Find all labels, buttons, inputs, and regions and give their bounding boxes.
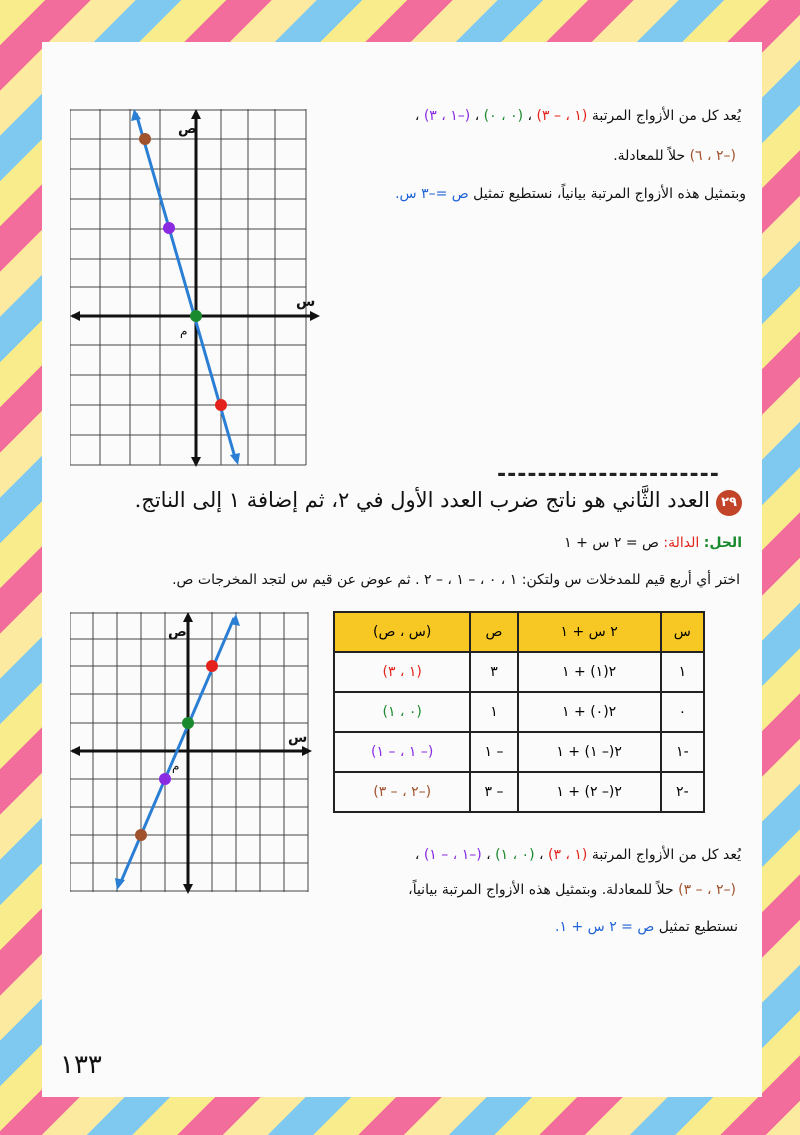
- point-purple: [159, 773, 171, 785]
- table-header-row: [334, 612, 704, 652]
- top-line-1: يُعد كل من الأزواج المرتبة (١ ، – ٣) ، (٠ ، ٠) ، (–١ ، ٣) ،: [414, 108, 741, 124]
- solution-line: [564, 533, 742, 553]
- top-line1-text: يُعد كل من الأزواج المرتبة: [591, 108, 741, 124]
- cell-pair: (– ١ ، – ١): [334, 732, 470, 772]
- top-line-2: [613, 146, 736, 166]
- bottom-line-1: يُعد كل من الأزواج المرتبة (١ ، ٣) ، (٠ ، ١) ، (–١ ، – ١) ،: [414, 847, 741, 863]
- cell-pair: (٠ ، ١): [334, 692, 470, 732]
- x-axis-label: س: [296, 294, 316, 310]
- graph-top: [70, 109, 322, 467]
- cell-x: -٢: [661, 772, 704, 812]
- question-number-badge: ٢٩: [716, 490, 742, 516]
- graph-bottom: [70, 612, 312, 894]
- point-red: [206, 660, 218, 672]
- cell-expression: ٢(٠) + ١: [518, 692, 661, 732]
- point-red: [215, 399, 227, 411]
- cell-y: – ٣: [470, 772, 517, 812]
- bottom-line3-text: نستطيع تمثيل: [658, 919, 738, 935]
- top-line-3: [395, 184, 746, 204]
- x-axis-label: س: [288, 730, 308, 746]
- header-y: ص: [470, 612, 517, 652]
- cell-x: -١: [661, 732, 704, 772]
- point-brown: [135, 829, 147, 841]
- separator: ----------------------: [497, 462, 720, 487]
- cell-pair: (–٢ ، – ٣): [334, 772, 470, 812]
- page-number: ١٣٣: [60, 1050, 102, 1080]
- top-pair-green: (٠ ، ٠): [483, 108, 524, 124]
- header-pair: (س ، ص): [334, 612, 470, 652]
- y-axis-label: ص: [178, 121, 197, 137]
- bottom-line1-text: يُعد كل من الأزواج المرتبة: [591, 847, 741, 863]
- cell-y: – ١: [470, 732, 517, 772]
- cell-x: ٠: [661, 692, 704, 732]
- bottom-line-2: [408, 880, 736, 900]
- bottom-pair-brown: (–٢ ، – ٣): [678, 882, 736, 898]
- values-table: [333, 611, 705, 813]
- header-expression: ٢ س + ١: [518, 612, 661, 652]
- solution-label: الحل:: [703, 535, 742, 551]
- origin-label: م: [172, 759, 180, 773]
- table-row: [334, 772, 704, 812]
- table-row: [334, 732, 704, 772]
- header-x: س: [661, 612, 704, 652]
- top-pair-red: (١ ، – ٣): [536, 108, 588, 124]
- cell-expression: ٢(– ١) + ١: [518, 732, 661, 772]
- cell-pair: (١ ، ٣): [334, 652, 470, 692]
- bottom-equation: ص = ٢ س + ١.: [555, 919, 655, 935]
- bottom-pair-red: (١ ، ٣): [547, 847, 588, 863]
- bottom-line-3: [555, 917, 738, 937]
- point-green: [190, 310, 202, 322]
- cell-expression: ٢(١) + ١: [518, 652, 661, 692]
- table-row: [334, 652, 704, 692]
- question-text: العدد الثَّاني هو ناتج ضرب العدد الأول في ٢، ثم إضافة ١ إلى الناتج.: [134, 488, 710, 512]
- point-green: [182, 717, 194, 729]
- cell-y: ٣: [470, 652, 517, 692]
- top-line2-tail: حلاً للمعادلة.: [613, 148, 686, 164]
- bottom-pair-purple: (–١ ، – ١): [423, 847, 482, 863]
- top-pair-brown: (–٢ ، ٦): [689, 148, 736, 164]
- point-brown: [139, 133, 151, 145]
- cell-y: ١: [470, 692, 517, 732]
- bottom-pair-green: (٠ ، ١): [495, 847, 535, 863]
- function-text: ص = ٢ س + ١: [564, 535, 659, 551]
- top-equation: ص =–٣ س.: [395, 186, 469, 202]
- table-row: [334, 692, 704, 732]
- function-label: الدالة:: [663, 535, 700, 551]
- cell-x: ١: [661, 652, 704, 692]
- top-pair-purple: (–١ ، ٣): [423, 108, 471, 124]
- point-purple: [163, 222, 175, 234]
- instruction-line: اختر أي أربع قيم للمدخلات س ولتكن: ١ ، ٠ ، – ١ ، – ٢ . ثم عوض عن قيم س لتجد المخرجات ص.: [172, 572, 740, 588]
- bottom-line2-tail: حلاً للمعادلة. وبتمثيل هذه الأزواج المرتبة بيانياً،: [408, 882, 674, 898]
- origin-label: م: [180, 324, 188, 338]
- cell-expression: ٢(– ٢) + ١: [518, 772, 661, 812]
- top-line3-text: وبتمثيل هذه الأزواج المرتبة بيانياً، نستطيع تمثيل: [473, 186, 746, 202]
- y-axis-label: ص: [168, 624, 187, 640]
